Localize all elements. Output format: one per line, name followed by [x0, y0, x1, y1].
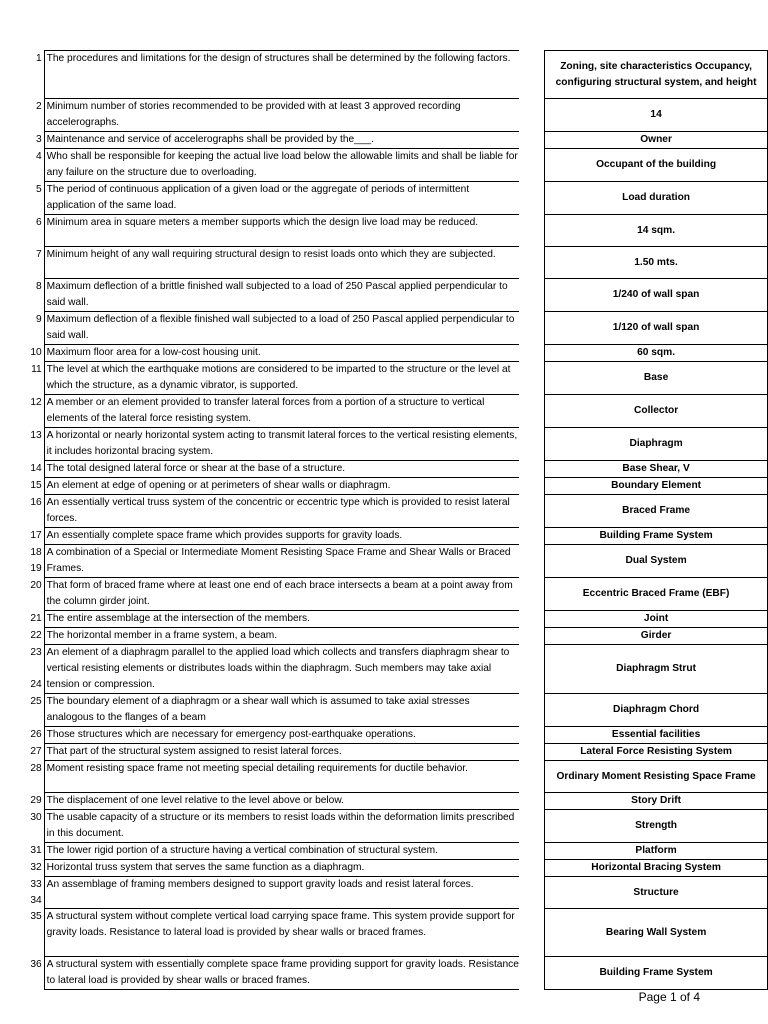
- table-row: [22, 345, 768, 362]
- row-number-line: 19: [30, 562, 42, 574]
- question-text: A structural system with essentially complete space frame providing support for gravity loads. Resistance to lateral load is provided by shear walls or braced frames.: [44, 957, 519, 990]
- row-number-line: [22, 925, 42, 941]
- answer-cell: Braced Frame: [545, 495, 768, 528]
- column-gap: [519, 909, 544, 957]
- table-row: [22, 215, 768, 247]
- table-row: [22, 182, 768, 215]
- question-text: The level at which the earthquake motions are considered to be imparted to the structure or the level at which the structure, as a dynamic vibrator, is supported.: [44, 362, 519, 395]
- answer-cell: Owner: [545, 132, 768, 149]
- table-row: [22, 645, 768, 694]
- table-row: [22, 528, 768, 545]
- row-number: [22, 428, 44, 461]
- row-number-line: [22, 777, 42, 793]
- column-gap: [519, 149, 544, 182]
- column-gap: [519, 428, 544, 461]
- table-row: [22, 957, 768, 990]
- answer-cell: Eccentric Braced Frame (EBF): [545, 578, 768, 611]
- row-number-line: 27: [30, 745, 42, 757]
- column-gap: [519, 545, 544, 578]
- table-row: [22, 545, 768, 578]
- answer-cell: Joint: [545, 611, 768, 628]
- answer-cell: Load duration: [545, 182, 768, 215]
- row-number-line: 32: [30, 861, 42, 873]
- row-number-line: [22, 511, 42, 527]
- row-number: [22, 810, 44, 843]
- answer-cell: Horizontal Bracing System: [545, 860, 768, 877]
- row-number-line: [22, 594, 42, 610]
- question-text: An element at edge of opening or at perimeters of shear walls or diaphragm.: [44, 478, 519, 495]
- row-number: [22, 793, 44, 810]
- column-gap: [519, 727, 544, 744]
- answer-cell: Building Frame System: [545, 528, 768, 545]
- column-gap: [519, 810, 544, 843]
- column-gap: [519, 744, 544, 761]
- row-number-line: 14: [30, 462, 42, 474]
- column-gap: [519, 578, 544, 611]
- row-number-line: 20: [30, 579, 42, 591]
- row-number-line: 18: [30, 546, 42, 558]
- row-number-line: [22, 231, 42, 247]
- row-number: [22, 132, 44, 149]
- row-number-line: [22, 378, 42, 394]
- row-number: [22, 843, 44, 860]
- answer-cell: 1/120 of wall span: [545, 312, 768, 345]
- table-row: [22, 727, 768, 744]
- answer-cell: Girder: [545, 628, 768, 645]
- table-row: [22, 578, 768, 611]
- answer-cell: Ordinary Moment Resisting Space Frame: [545, 761, 768, 793]
- column-gap: [519, 461, 544, 478]
- row-number: [22, 215, 44, 247]
- row-number-line: [22, 165, 42, 181]
- question-text: The displacement of one level relative to the level above or below.: [44, 793, 519, 810]
- table-row: [22, 744, 768, 761]
- question-text: Maximum floor area for a low-cost housing unit.: [44, 345, 519, 362]
- table-row: [22, 694, 768, 727]
- question-text: The horizontal member in a frame system, a beam.: [44, 628, 519, 645]
- question-text: A member or an element provided to transfer lateral forces from a portion of a structure to vertical elements of the lateral force resisting system.: [44, 395, 519, 428]
- row-number-line: 10: [30, 346, 42, 358]
- column-gap: [519, 528, 544, 545]
- question-text: Maintenance and service of accelerographs shall be provided by the___.: [44, 132, 519, 149]
- row-number: [22, 345, 44, 362]
- row-number: [22, 478, 44, 495]
- row-number-line: 17: [30, 529, 42, 541]
- row-number-line: 12: [30, 396, 42, 408]
- answer-cell: Base: [545, 362, 768, 395]
- answer-cell: 14: [545, 99, 768, 132]
- question-text: Horizontal truss system that serves the same function as a diaphragm.: [44, 860, 519, 877]
- table-row: [22, 149, 768, 182]
- table-row: [22, 132, 768, 149]
- table-row: [22, 761, 768, 793]
- question-text: An essentially vertical truss system of the concentric or eccentric type which is provided to resist lateral forces.: [44, 495, 519, 528]
- row-number-line: [22, 67, 42, 83]
- column-gap: [519, 645, 544, 694]
- row-number: [22, 99, 44, 132]
- question-text: The total designed lateral force or shear at the base of a structure.: [44, 461, 519, 478]
- column-gap: [519, 694, 544, 727]
- answer-cell: Collector: [545, 395, 768, 428]
- question-text: An essentially complete space frame which provides supports for gravity loads.: [44, 528, 519, 545]
- row-number-line: 11: [31, 363, 42, 375]
- row-number: [22, 727, 44, 744]
- row-number-line: 1: [35, 52, 42, 64]
- row-number-line: 33: [30, 878, 42, 890]
- row-number-line: [22, 411, 42, 427]
- row-number: [22, 495, 44, 528]
- row-number-line: 26: [30, 728, 42, 740]
- question-text: A structural system without complete vertical load carrying space frame. This system provide support for gravity loads. Resistance to lateral load is provided by shear walls or braced frames.: [44, 909, 519, 957]
- question-text: A combination of a Special or Intermediate Moment Resisting Space Frame and Shear Walls or Braced Frames.: [44, 545, 519, 578]
- answer-cell: Essential facilities: [545, 727, 768, 744]
- row-number-line: [22, 198, 42, 214]
- table-row: [22, 312, 768, 345]
- question-text: Minimum height of any wall requiring structural design to resist loads onto which they are subjected.: [44, 247, 519, 279]
- answer-cell: Diaphragm: [545, 428, 768, 461]
- row-number-line: 5: [35, 183, 42, 195]
- question-text: The period of continuous application of a given load or the aggregate of periods of intermittent application of the same load.: [44, 182, 519, 215]
- question-text: That form of braced frame where at least one end of each brace intersects a beam at a point away from the column girder joint.: [44, 578, 519, 611]
- row-number-line: 36: [30, 958, 42, 970]
- table-row: [22, 428, 768, 461]
- answer-cell: Occupant of the building: [545, 149, 768, 182]
- question-text: An assemblage of framing members designed to support gravity loads and resist lateral forces.: [44, 877, 519, 909]
- column-gap: [519, 860, 544, 877]
- answer-cell: Base Shear, V: [545, 461, 768, 478]
- question-text: A horizontal or nearly horizontal system acting to transmit lateral forces to the vertical resisting elements, it includes horizontal bracing system.: [44, 428, 519, 461]
- row-number: [22, 247, 44, 279]
- row-number-line: 6: [35, 216, 42, 228]
- table-row: [22, 478, 768, 495]
- row-number-line: 2: [35, 100, 42, 112]
- question-text: The procedures and limitations for the design of structures shall be determined by the following factors.: [44, 51, 519, 99]
- table-row: [22, 628, 768, 645]
- answer-cell: Zoning, site characteristics Occupancy, configuring structural system, and height: [545, 51, 768, 99]
- question-text: The lower rigid portion of a structure having a vertical combination of structural system.: [44, 843, 519, 860]
- table-row: [22, 843, 768, 860]
- row-number: [22, 761, 44, 793]
- row-number-line: 29: [30, 794, 42, 806]
- row-number-line: 7: [35, 248, 42, 260]
- answer-cell: Building Frame System: [545, 957, 768, 990]
- row-number: [22, 545, 44, 578]
- table-row: [22, 51, 768, 99]
- table-row: [22, 877, 768, 909]
- questions-table: [22, 50, 768, 990]
- column-gap: [519, 132, 544, 149]
- column-gap: [519, 793, 544, 810]
- row-number-line: 15: [30, 479, 42, 491]
- row-number-line: 30: [30, 811, 42, 823]
- row-number: [22, 957, 44, 990]
- row-number-line: 22: [30, 629, 42, 641]
- row-number-line: 23: [30, 646, 42, 658]
- question-text: Minimum number of stories recommended to be provided with at least 3 approved recording accelerographs.: [44, 99, 519, 132]
- question-text: Minimum area in square meters a member supports which the design live load may be reduced.: [44, 215, 519, 247]
- row-number: [22, 744, 44, 761]
- row-number-line: [22, 295, 42, 311]
- question-text: Maximum deflection of a brittle finished wall subjected to a load of 250 Pascal applied perpendicular to said wall.: [44, 279, 519, 312]
- row-number-line: 8: [35, 280, 42, 292]
- row-number-line: 24: [30, 678, 42, 690]
- column-gap: [519, 279, 544, 312]
- row-number: [22, 51, 44, 99]
- row-number: [22, 909, 44, 957]
- column-gap: [519, 312, 544, 345]
- row-number: [22, 877, 44, 909]
- column-gap: [519, 877, 544, 909]
- row-number-line: 28: [30, 762, 42, 774]
- row-number-line: 3: [35, 133, 42, 145]
- row-number-line: 25: [30, 695, 42, 707]
- column-gap: [519, 345, 544, 362]
- row-number: [22, 149, 44, 182]
- row-number: [22, 312, 44, 345]
- question-text: An element of a diaphragm parallel to the applied load which collects and transfers diaphragm shear to vertical resisting elements or distributes loads within the diaphragm. Such members may take axial tension or compression.: [44, 645, 519, 694]
- row-number-line: [22, 115, 42, 131]
- row-number: [22, 694, 44, 727]
- answer-cell: Diaphragm Chord: [545, 694, 768, 727]
- table-row: [22, 99, 768, 132]
- column-gap: [519, 395, 544, 428]
- table-row: [22, 611, 768, 628]
- question-text: That part of the structural system assigned to resist lateral forces.: [44, 744, 519, 761]
- question-text: Moment resisting space frame not meeting special detailing requirements for ductile behavior.: [44, 761, 519, 793]
- row-number-line: [22, 826, 42, 842]
- column-gap: [519, 215, 544, 247]
- column-gap: [519, 761, 544, 793]
- answer-cell: 60 sqm.: [545, 345, 768, 362]
- row-number-line: [22, 941, 42, 957]
- answer-cell: 1/240 of wall span: [545, 279, 768, 312]
- column-gap: [519, 51, 544, 99]
- answer-cell: Diaphragm Strut: [545, 645, 768, 694]
- column-gap: [519, 495, 544, 528]
- answer-cell: Structure: [545, 877, 768, 909]
- table-row: [22, 810, 768, 843]
- column-gap: [519, 478, 544, 495]
- table-row: [22, 793, 768, 810]
- answer-cell: 1.50 mts.: [545, 247, 768, 279]
- column-gap: [519, 182, 544, 215]
- row-number: [22, 279, 44, 312]
- table-row: [22, 495, 768, 528]
- row-number: [22, 578, 44, 611]
- table-row: [22, 909, 768, 957]
- row-number-line: 9: [35, 313, 42, 325]
- answer-cell: Boundary Element: [545, 478, 768, 495]
- column-gap: [519, 843, 544, 860]
- question-text: The boundary element of a diaphragm or a shear wall which is assumed to take axial stresses analogous to the flanges of a beam: [44, 694, 519, 727]
- row-number-line: 21: [30, 612, 42, 624]
- table-row: [22, 395, 768, 428]
- row-number: [22, 645, 44, 694]
- row-number-line: [22, 710, 42, 726]
- question-text: Who shall be responsible for keeping the actual live load below the allowable limits and shall be liable for any failure on the structure due to overloading.: [44, 149, 519, 182]
- row-number-line: 31: [30, 844, 42, 856]
- question-text: The usable capacity of a structure or its members to resist loads within the deformation limits prescribed in this document.: [44, 810, 519, 843]
- column-gap: [519, 628, 544, 645]
- question-text: Those structures which are necessary for emergency post-earthquake operations.: [44, 727, 519, 744]
- row-number: [22, 611, 44, 628]
- answer-cell: Story Drift: [545, 793, 768, 810]
- table-row: [22, 362, 768, 395]
- column-gap: [519, 247, 544, 279]
- answer-cell: 14 sqm.: [545, 215, 768, 247]
- row-number-line: 34: [30, 894, 42, 906]
- table-row: [22, 279, 768, 312]
- row-number: [22, 395, 44, 428]
- table-row: [22, 247, 768, 279]
- row-number-line: [22, 661, 42, 677]
- answer-cell: Platform: [545, 843, 768, 860]
- column-gap: [519, 99, 544, 132]
- column-gap: [519, 611, 544, 628]
- row-number: [22, 860, 44, 877]
- row-number: [22, 182, 44, 215]
- row-number: [22, 528, 44, 545]
- page-number: Page 1 of 4: [638, 990, 700, 1004]
- question-text: The entire assemblage at the intersection of the members.: [44, 611, 519, 628]
- row-number-line: [22, 973, 42, 989]
- column-gap: [519, 957, 544, 990]
- row-number-line: 16: [30, 496, 42, 508]
- row-number: [22, 362, 44, 395]
- answer-cell: Strength: [545, 810, 768, 843]
- row-number: [22, 628, 44, 645]
- row-number-line: [22, 263, 42, 279]
- answer-cell: Lateral Force Resisting System: [545, 744, 768, 761]
- answer-cell: Bearing Wall System: [545, 909, 768, 957]
- row-number-line: 4: [35, 150, 42, 162]
- question-text: Maximum deflection of a flexible finished wall subjected to a load of 250 Pascal applied perpendicular to said wall.: [44, 312, 519, 345]
- row-number: [22, 461, 44, 478]
- row-number-line: [22, 328, 42, 344]
- row-number-line: [22, 444, 42, 460]
- column-gap: [519, 362, 544, 395]
- table-row: [22, 860, 768, 877]
- answer-cell: Dual System: [545, 545, 768, 578]
- row-number-line: 35: [30, 910, 42, 922]
- row-number-line: 13: [30, 429, 42, 441]
- table-row: [22, 461, 768, 478]
